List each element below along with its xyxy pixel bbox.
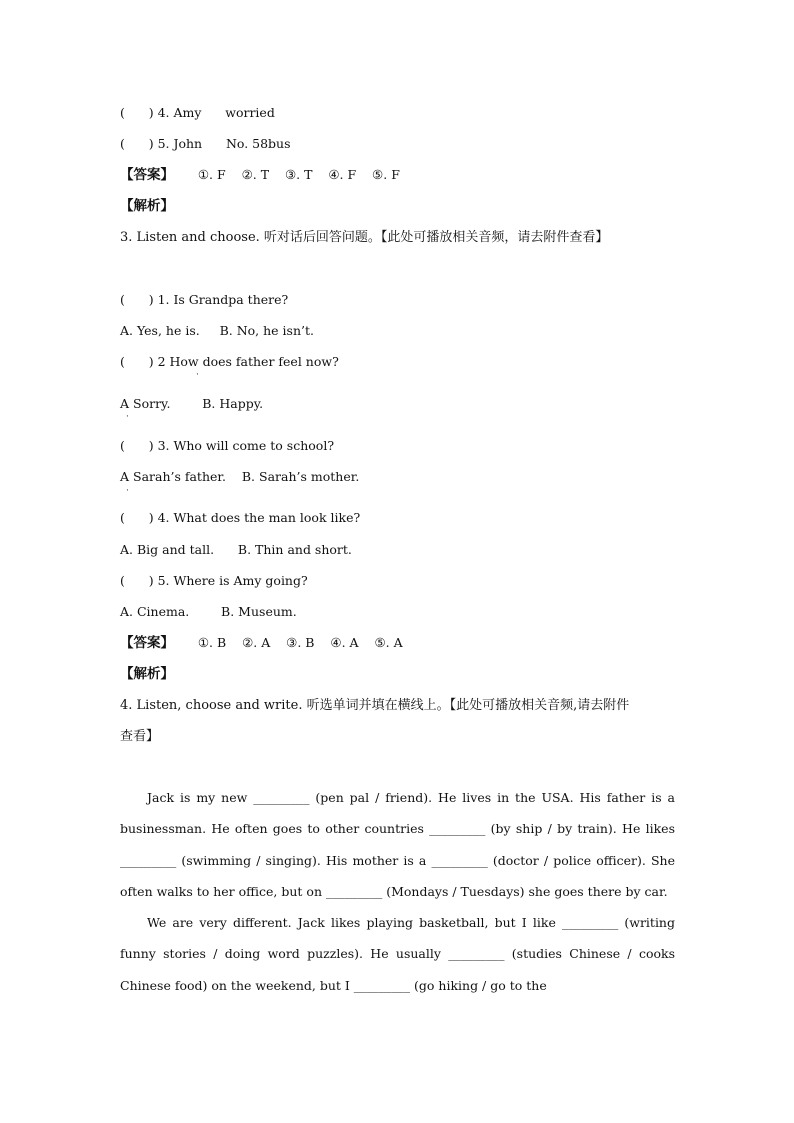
stray-dot: · xyxy=(126,486,129,496)
s3-question-1-options: A. Yes, he is. B. No, he isn’t. xyxy=(120,323,314,338)
s2-question-5: ( ) 5. John No. 58bus xyxy=(120,136,291,151)
s3-question-3-options: A Sarah’s father. B. Sarah’s mother. xyxy=(120,469,360,484)
s3-question-3: ( ) 3. Who will come to school? xyxy=(120,438,335,453)
s2-answer-row xyxy=(120,166,400,184)
s3-question-2-options: A Sorry. B. Happy. xyxy=(120,396,264,411)
s2-question-4: ( ) 4. Amy worried xyxy=(120,105,275,120)
s3-question-5: ( ) 5. Where is Amy going? xyxy=(120,573,308,588)
answer-values: ①. B ②. A ③. B ④. A ⑤. A xyxy=(197,635,403,650)
s2-analysis-label: 【解析】 xyxy=(120,198,174,214)
s4-heading-line1: 4. Listen, choose and write. 听选单词并填在横线上。【此处可播放相关音频,请去附件 xyxy=(120,698,630,713)
s3-answer-row xyxy=(120,634,403,652)
passage-paragraph-1: Jack is my new _________ (pen pal / friend). He lives in the USA. His father is a businessman. He often goes to other countries _________ (by ship / by train). He likes _________ (swimming / singing). His mother is a _________ (doctor / police officer). She often walks to her office, but on _________ (Mondays / Tuesdays) she goes there by car. xyxy=(120,790,675,899)
s3-analysis-label: 【解析】 xyxy=(120,666,174,682)
answer-label: 【答案】 xyxy=(120,167,174,183)
answer-values: ①. F ②. T ③. T ④. F ⑤. F xyxy=(197,167,400,182)
answer-label: 【答案】 xyxy=(120,635,174,651)
s4-passage xyxy=(120,782,675,1001)
passage-paragraph-2: We are very different. Jack likes playing basketball, but I like _________ (writing funny stories / doing word puzzles). He usually _________ (studies Chinese / cooks Chinese food) on the weekend, but I _________ (go hiking / go to the xyxy=(120,915,675,993)
s3-question-4-options: A. Big and tall. B. Thin and short. xyxy=(120,542,352,557)
s3-question-2: ( ) 2 How does father feel now? xyxy=(120,354,339,369)
s3-question-5-options: A. Cinema. B. Museum. xyxy=(120,604,297,619)
s3-question-4: ( ) 4. What does the man look like? xyxy=(120,510,361,525)
s3-question-1: ( ) 1. Is Grandpa there? xyxy=(120,292,289,307)
s3-heading: 3. Listen and choose. 听对话后回答问题。【此处可播放相关音频，请去附件查看】 xyxy=(120,230,609,245)
s4-heading-line2: 查看】 xyxy=(120,729,160,744)
stray-dot: · xyxy=(126,412,129,422)
stray-dot: · xyxy=(196,370,199,380)
